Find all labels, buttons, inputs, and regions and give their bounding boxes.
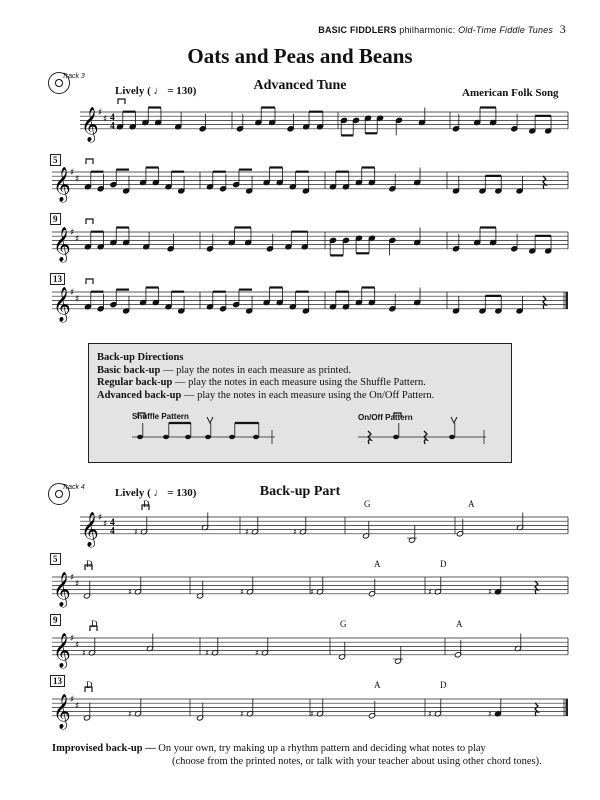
sharp-sign: ♯ — [75, 234, 80, 245]
down-bow-mark — [85, 687, 92, 692]
sharp-sign: ♯ — [75, 294, 80, 305]
down-bow-mark — [142, 505, 149, 510]
tempo-marking: Lively ( ♩ = 130) — [115, 85, 197, 97]
track-label: Track 3 — [62, 73, 85, 80]
sharp-sign: ♯ — [70, 168, 75, 178]
sharp-sign: ♯ — [128, 587, 132, 597]
treble-clef: 𝄞 — [81, 106, 99, 142]
sharp-sign: ♯ — [245, 527, 249, 537]
chord-symbol: G — [364, 499, 371, 509]
sharp-sign: ♯ — [103, 114, 108, 125]
shuffle-pattern-label: Shuffle Pattern — [132, 412, 189, 421]
page-number: 3 — [559, 22, 566, 36]
time-signature: 4 — [110, 526, 115, 537]
measure-number: 5 — [50, 154, 61, 166]
sharp-sign: ♯ — [75, 640, 80, 651]
page-title: Oats and Peas and Beans — [187, 44, 413, 68]
sharp-sign: ♯ — [293, 527, 297, 537]
measure-number: 13 — [50, 675, 65, 687]
measure-number: 9 — [50, 614, 61, 626]
improvised-backup-note — [52, 742, 592, 768]
sharp-sign: ♯ — [310, 587, 314, 597]
footer-term: Improvised back-up — — [52, 743, 156, 754]
tempo-marking: Lively ( ♩ = 130) — [115, 487, 197, 499]
treble-clef: 𝄞 — [53, 571, 71, 607]
sharp-sign: ♯ — [75, 701, 80, 712]
sharp-sign: ♯ — [428, 587, 432, 597]
chord-symbol: D — [86, 559, 93, 569]
sharp-sign: ♯ — [488, 709, 492, 719]
chord-symbol: A — [468, 499, 475, 509]
sharp-sign: ♯ — [70, 573, 75, 583]
treble-clef: 𝄞 — [53, 166, 71, 202]
sharp-sign: ♯ — [70, 634, 75, 644]
chord-symbol: D — [440, 680, 447, 690]
sharp-sign: ♯ — [240, 587, 244, 597]
sharp-sign: ♯ — [103, 519, 108, 530]
direction-line: Basic back-up — play the notes in each measure as printed. — [97, 364, 351, 376]
section-subtitle: Back-up Part — [259, 484, 341, 499]
direction-line: Advanced back-up — play the notes in each measure using the On/Off Pattern. — [97, 389, 435, 401]
time-signature: 4 — [110, 517, 115, 528]
sharp-sign: ♯ — [128, 709, 132, 719]
sharp-sign: ♯ — [240, 709, 244, 719]
book-name: BASIC FIDDLERS — [318, 25, 397, 35]
edition-name: philharmonic: — [399, 25, 456, 35]
sharp-sign: ♯ — [70, 288, 75, 298]
sharp-sign: ♯ — [488, 587, 492, 597]
measure-number: 9 — [50, 213, 61, 225]
measure-number: 13 — [50, 273, 65, 285]
sharp-sign: ♯ — [75, 579, 80, 590]
chord-symbol: A — [456, 619, 463, 629]
treble-clef: 𝄞 — [53, 226, 71, 262]
section-subtitle: Advanced Tune — [253, 78, 347, 93]
sharp-sign: ♯ — [82, 648, 86, 658]
track-label: Track 4 — [62, 484, 85, 491]
treble-clef: 𝄞 — [81, 511, 99, 547]
measure-number: 5 — [50, 553, 61, 565]
composer: American Folk Song — [462, 87, 559, 99]
direction-line: Regular back-up — play the notes in each measure using the Shuffle Pattern. — [97, 377, 426, 388]
sharp-sign: ♯ — [205, 648, 209, 658]
sharp-sign: ♯ — [70, 228, 75, 238]
chord-symbol: A — [374, 680, 381, 690]
down-bow-mark — [85, 565, 92, 570]
sharp-sign: ♯ — [98, 513, 103, 523]
footer-line: (choose from the printed notes, or talk with your teacher about using other chord tones). — [172, 756, 542, 767]
chord-symbol: D — [440, 559, 447, 569]
treble-clef: 𝄞 — [53, 286, 71, 322]
chord-symbol: D — [86, 680, 93, 690]
treble-clef: 𝄞 — [53, 632, 71, 668]
sharp-sign: ♯ — [310, 709, 314, 719]
final-barline — [566, 699, 569, 716]
chord-symbol: D — [91, 619, 98, 629]
sharp-sign: ♯ — [70, 695, 75, 705]
sharp-sign: ♯ — [134, 527, 138, 537]
sharp-sign: ♯ — [255, 648, 259, 658]
sharp-sign: ♯ — [98, 108, 103, 118]
sharp-sign: ♯ — [428, 709, 432, 719]
directions-heading: Back-up Directions — [97, 352, 184, 363]
quarter-rest — [535, 581, 538, 594]
chord-symbol: D — [143, 499, 150, 509]
time-signature: 4 — [110, 112, 115, 123]
onoff-pattern-label: On/Off Pattern — [358, 413, 413, 422]
time-signature: 4 — [110, 121, 115, 132]
series-name: Old-Time Fiddle Tunes — [458, 25, 554, 35]
quarter-rest — [535, 703, 538, 716]
sharp-sign: ♯ — [75, 174, 80, 185]
chord-symbol: A — [374, 559, 381, 569]
down-bow-mark — [90, 626, 97, 631]
treble-clef: 𝄞 — [53, 693, 71, 729]
footer-line: On your own, try making up a rhythm pattern and deciding what notes to play — [155, 743, 486, 754]
chord-symbol: G — [340, 619, 347, 629]
